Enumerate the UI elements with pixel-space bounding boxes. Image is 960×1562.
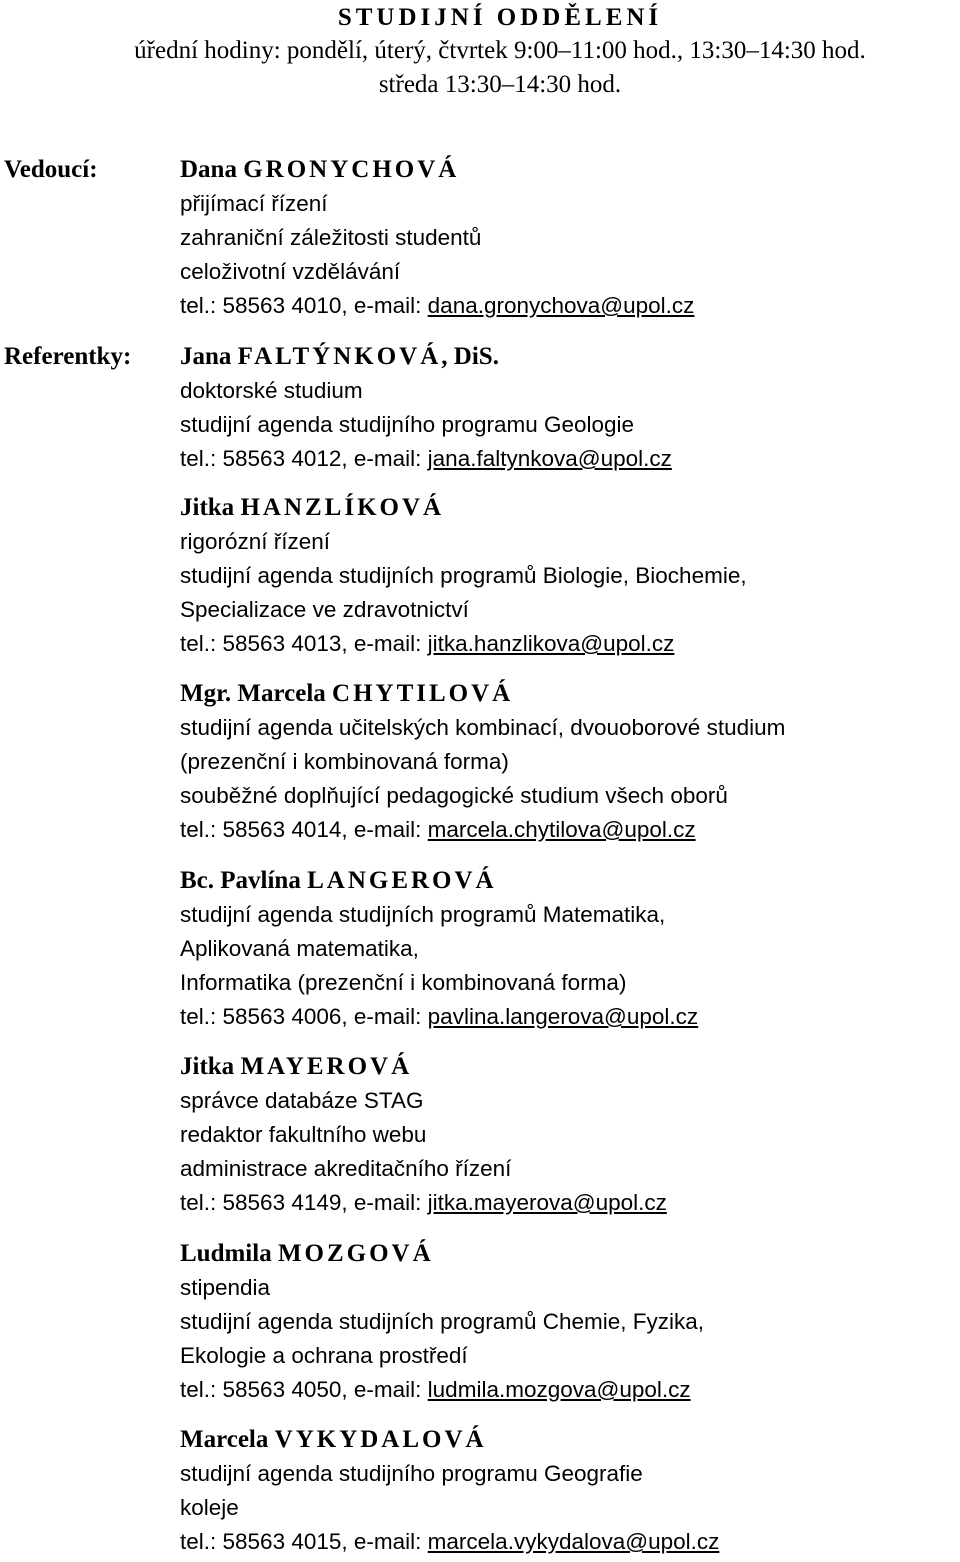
- person-surname: CHYTILOVÁ: [332, 680, 514, 707]
- person-card: [180, 153, 950, 323]
- person-duty: redaktor fakultního webu: [180, 1122, 427, 1147]
- person-contact: [180, 627, 950, 661]
- phone-text: tel.: 58563 4013, e-mail:: [180, 631, 422, 656]
- person-name: [180, 1050, 950, 1084]
- email-link[interactable]: jitka.mayerova@upol.cz: [427, 1190, 667, 1215]
- page-title: STUDIJNÍ ODDĚLENÍ: [337, 4, 663, 31]
- person-contact: [180, 1000, 950, 1034]
- person-first-name: Ludmila: [180, 1240, 272, 1267]
- person-duty: studijní agenda učitelských kombinací, dvouoborové studium: [180, 715, 786, 740]
- phone-text: tel.: 58563 4050, e-mail:: [180, 1377, 422, 1402]
- phone-text: tel.: 58563 4006, e-mail:: [180, 1004, 422, 1029]
- person-first-name: Bc. Pavlína: [180, 867, 301, 894]
- person-surname: LANGEROVÁ: [307, 867, 497, 894]
- email-link[interactable]: dana.gronychova@upol.cz: [427, 293, 695, 318]
- person-contact: [180, 289, 950, 323]
- person-duty: (prezenční i kombinovaná forma): [180, 749, 509, 774]
- person-duty: studijní agenda studijního programu Geologie: [180, 412, 635, 437]
- person-contact: [180, 813, 950, 847]
- office-hours: úřední hodiny: pondělí, úterý, čtvrtek 9:00–11:00 hod., 13:30–14:30 hod.: [134, 37, 866, 64]
- person-card: [180, 864, 950, 1034]
- person-card: [180, 1050, 950, 1220]
- email-link[interactable]: marcela.chytilova@upol.cz: [427, 817, 696, 842]
- person-surname: MOZGOVÁ: [277, 1240, 434, 1267]
- person-name: [180, 677, 950, 711]
- staff-label: Referentky:: [4, 343, 132, 370]
- person-contact: [180, 442, 950, 476]
- person-surname: HANZLÍKOVÁ: [240, 494, 445, 521]
- phone-text: tel.: 58563 4015, e-mail:: [180, 1529, 422, 1554]
- person-card: [180, 1423, 950, 1559]
- person-surname: FALTÝNKOVÁ: [237, 343, 442, 370]
- person-card: [180, 677, 950, 847]
- person-duty: rigorózní řízení: [180, 529, 331, 554]
- person-first-name: Dana: [180, 156, 237, 183]
- person-duty: Ekologie a ochrana prostředí: [180, 1343, 468, 1368]
- person-duty: Informatika (prezenční i kombinovaná forma): [180, 970, 627, 995]
- person-name: [180, 1237, 950, 1271]
- person-duty: správce databáze STAG: [180, 1088, 424, 1113]
- person-contact: [180, 1525, 950, 1559]
- email-link[interactable]: jitka.hanzlikova@upol.cz: [427, 631, 675, 656]
- phone-text: tel.: 58563 4012, e-mail:: [180, 446, 422, 471]
- person-duty: stipendia: [180, 1275, 271, 1300]
- email-link[interactable]: pavlina.langerova@upol.cz: [427, 1004, 699, 1029]
- email-link[interactable]: ludmila.mozgova@upol.cz: [427, 1377, 691, 1402]
- person-suffix: , DiS.: [441, 343, 499, 370]
- phone-text: tel.: 58563 4149, e-mail:: [180, 1190, 422, 1215]
- head-label: Vedoucí:: [4, 156, 98, 183]
- person-duty: doktorské studium: [180, 378, 363, 403]
- person-card: [180, 340, 950, 476]
- office-header: [0, 0, 960, 102]
- person-duty: zahraniční záležitosti studentů: [180, 225, 482, 250]
- person-contact: [180, 1373, 950, 1407]
- person-surname: MAYEROVÁ: [240, 1053, 413, 1080]
- person-first-name: Jitka: [180, 494, 235, 521]
- person-duty: studijní agenda studijních programů Biologie, Biochemie,: [180, 563, 747, 588]
- person-duty: souběžné doplňující pedagogické studium všech oborů: [180, 783, 728, 808]
- person-duty: koleje: [180, 1495, 239, 1520]
- phone-text: tel.: 58563 4014, e-mail:: [180, 817, 422, 842]
- person-first-name: Jitka: [180, 1053, 235, 1080]
- person-duty: celoživotní vzdělávání: [180, 259, 401, 284]
- person-name: [180, 491, 950, 525]
- phone-text: tel.: 58563 4010, e-mail:: [180, 293, 422, 318]
- email-link[interactable]: marcela.vykydalova@upol.cz: [427, 1529, 720, 1554]
- email-link[interactable]: jana.faltynkova@upol.cz: [427, 446, 672, 471]
- person-duty: Specializace ve zdravotnictví: [180, 597, 469, 622]
- person-surname: VYKYDALOVÁ: [274, 1426, 487, 1453]
- person-duty: studijní agenda studijních programů Matematika,: [180, 902, 666, 927]
- person-name: [180, 153, 950, 187]
- person-name: [180, 340, 950, 374]
- person-contact: [180, 1186, 950, 1220]
- person-duty: Aplikovaná matematika,: [180, 936, 419, 961]
- person-name: [180, 864, 950, 898]
- person-duty: přijímací řízení: [180, 191, 328, 216]
- person-first-name: Mgr. Marcela: [180, 680, 326, 707]
- person-first-name: Jana: [180, 343, 232, 370]
- person-duty: administrace akreditačního řízení: [180, 1156, 512, 1181]
- office-hours-wednesday: středa 13:30–14:30 hod.: [378, 71, 622, 98]
- person-card: [180, 491, 950, 661]
- person-duty: studijní agenda studijních programů Chemie, Fyzika,: [180, 1309, 705, 1334]
- person-surname: GRONYCHOVÁ: [243, 156, 460, 183]
- person-duty: studijní agenda studijního programu Geografie: [180, 1461, 643, 1486]
- person-first-name: Marcela: [180, 1426, 269, 1453]
- person-name: [180, 1423, 950, 1457]
- person-card: [180, 1237, 950, 1407]
